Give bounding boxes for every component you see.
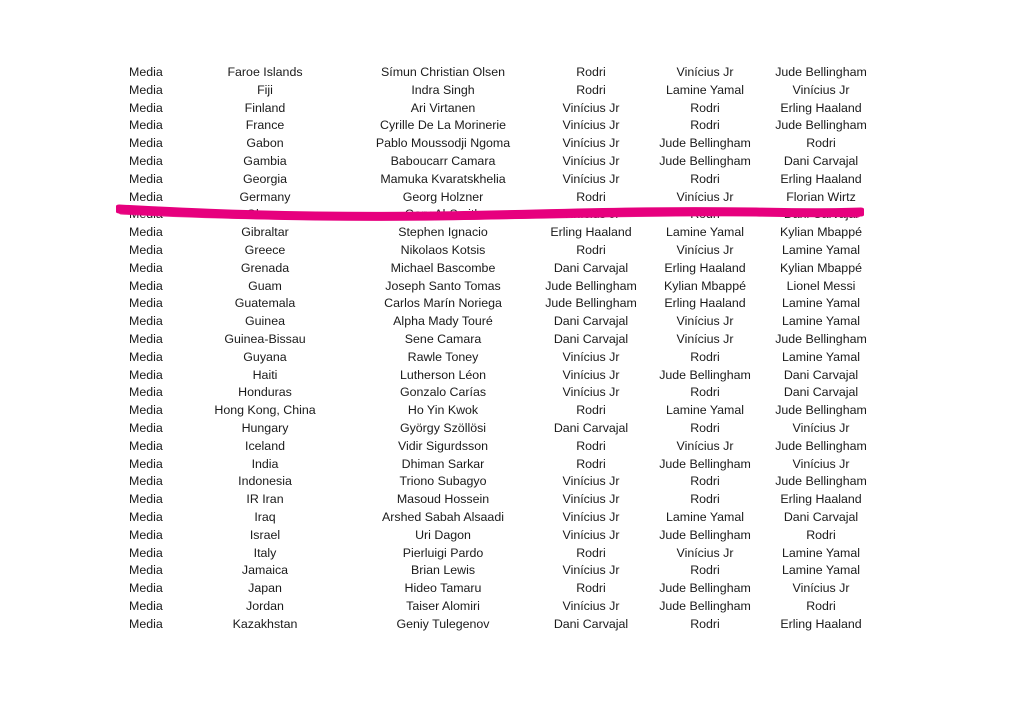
country-cell: Grenada xyxy=(240,260,290,275)
voter-cell: Gary Al-Smith xyxy=(404,207,482,222)
category-cell: Media xyxy=(129,314,163,329)
table-row xyxy=(0,367,1024,385)
first-choice-cell: Vinícius Jr xyxy=(562,207,620,222)
category-cell: Media xyxy=(129,153,163,168)
voter-cell: Alpha Mady Touré xyxy=(393,314,493,329)
table-row xyxy=(0,82,1024,100)
third-choice-cell: Lamine Yamal xyxy=(781,314,861,329)
third-choice-cell: Vinícius Jr xyxy=(792,581,850,596)
voter-cell: Baboucarr Camara xyxy=(390,153,496,168)
category-cell: Media xyxy=(129,225,163,240)
first-choice-cell: Dani Carvajal xyxy=(553,260,629,275)
third-choice-cell: Jude Bellingham xyxy=(775,403,867,418)
second-choice-cell: Rodri xyxy=(690,118,720,133)
voter-cell: Georg Holzner xyxy=(402,189,484,204)
first-choice-cell: Rodri xyxy=(576,82,606,97)
country-cell: Guyana xyxy=(243,349,287,364)
country-cell: Iceland xyxy=(245,438,285,453)
category-cell: Media xyxy=(129,581,163,596)
third-choice-cell: Jude Bellingham xyxy=(775,65,867,79)
first-choice-cell: Rodri xyxy=(576,65,606,79)
third-choice-cell: Dani Carvajal xyxy=(783,509,859,524)
category-cell: Media xyxy=(129,82,163,97)
third-choice-cell: Florian Wirtz xyxy=(786,189,856,204)
first-choice-cell: Vinícius Jr xyxy=(562,349,620,364)
voter-cell: Hideo Tamaru xyxy=(404,581,482,596)
voter-cell: Ari Virtanen xyxy=(410,100,476,115)
country-cell: Gabon xyxy=(246,136,284,151)
voter-cell: Cyrille De La Morinerie xyxy=(379,118,507,133)
table-row xyxy=(0,456,1024,474)
third-choice-cell: Jude Bellingham xyxy=(775,118,867,133)
first-choice-cell: Rodri xyxy=(576,545,606,560)
third-choice-cell: Dani Carvajal xyxy=(783,367,859,382)
table-row xyxy=(0,64,1024,82)
first-choice-cell: Vinícius Jr xyxy=(562,153,620,168)
table-row xyxy=(0,527,1024,545)
country-cell: Indonesia xyxy=(238,474,292,489)
second-choice-cell: Lamine Yamal xyxy=(665,225,745,240)
table-row xyxy=(0,242,1024,260)
country-cell: Guatemala xyxy=(234,296,296,311)
first-choice-cell: Rodri xyxy=(576,189,606,204)
voter-cell: Triono Subagyo xyxy=(399,474,487,489)
third-choice-cell: Jude Bellingham xyxy=(775,474,867,489)
first-choice-cell: Rodri xyxy=(576,438,606,453)
third-choice-cell: Dani Carvajal xyxy=(783,207,859,222)
country-cell: Gambia xyxy=(243,153,287,168)
category-cell: Media xyxy=(129,403,163,418)
country-cell: Iraq xyxy=(254,509,276,524)
voter-cell: Stephen Ignacio xyxy=(398,225,488,240)
table-row xyxy=(0,473,1024,491)
second-choice-cell: Lamine Yamal xyxy=(665,403,745,418)
second-choice-cell: Jude Bellingham xyxy=(659,598,751,613)
voter-cell: Arshed Sabah Alsaadi xyxy=(382,509,504,524)
table-row xyxy=(0,598,1024,616)
table-row xyxy=(0,153,1024,171)
category-cell: Media xyxy=(129,278,163,293)
table-row xyxy=(0,206,1024,224)
second-choice-cell: Vinícius Jr xyxy=(676,331,734,346)
first-choice-cell: Rodri xyxy=(576,581,606,596)
voter-cell: Dhiman Sarkar xyxy=(401,456,485,471)
country-cell: Guinea xyxy=(245,314,285,329)
third-choice-cell: Erling Haaland xyxy=(780,492,862,507)
second-choice-cell: Rodri xyxy=(690,171,720,186)
table-row xyxy=(0,545,1024,563)
country-cell: Ghana xyxy=(246,207,284,222)
category-cell: Media xyxy=(129,598,163,613)
first-choice-cell: Vinícius Jr xyxy=(562,598,620,613)
voter-cell: György Szöllösi xyxy=(399,420,487,435)
voter-cell: Masoud Hossein xyxy=(396,492,490,507)
table-row xyxy=(0,384,1024,402)
table-row xyxy=(0,189,1024,207)
category-cell: Media xyxy=(129,509,163,524)
country-cell: Jordan xyxy=(246,598,284,613)
second-choice-cell: Vinícius Jr xyxy=(676,189,734,204)
first-choice-cell: Vinícius Jr xyxy=(562,563,620,578)
voter-cell: Geniy Tulegenov xyxy=(396,616,490,631)
country-cell: Italy xyxy=(253,545,277,560)
first-choice-cell: Dani Carvajal xyxy=(553,331,629,346)
category-cell: Media xyxy=(129,100,163,115)
first-choice-cell: Rodri xyxy=(576,403,606,418)
country-cell: France xyxy=(245,118,285,133)
voter-cell: Nikolaos Kotsis xyxy=(400,242,486,257)
second-choice-cell: Jude Bellingham xyxy=(659,367,751,382)
second-choice-cell: Vinícius Jr xyxy=(676,242,734,257)
second-choice-cell: Jude Bellingham xyxy=(659,581,751,596)
country-cell: Gibraltar xyxy=(241,225,289,240)
second-choice-cell: Rodri xyxy=(690,420,720,435)
country-cell: Finland xyxy=(244,100,286,115)
second-choice-cell: Jude Bellingham xyxy=(659,527,751,542)
first-choice-cell: Vinícius Jr xyxy=(562,509,620,524)
first-choice-cell: Vinícius Jr xyxy=(562,100,620,115)
category-cell: Media xyxy=(129,189,163,204)
category-cell: Media xyxy=(129,616,163,631)
voter-cell: Taiser Alomiri xyxy=(406,598,480,613)
second-choice-cell: Jude Bellingham xyxy=(659,136,751,151)
country-cell: India xyxy=(251,456,279,471)
second-choice-cell: Kylian Mbappé xyxy=(664,278,746,293)
country-cell: Guam xyxy=(248,278,282,293)
second-choice-cell: Rodri xyxy=(690,492,720,507)
table-row xyxy=(0,313,1024,331)
third-choice-cell: Jude Bellingham xyxy=(775,438,867,453)
first-choice-cell: Vinícius Jr xyxy=(562,492,620,507)
second-choice-cell: Rodri xyxy=(690,616,720,631)
voter-cell: Ho Yin Kwok xyxy=(407,403,479,418)
category-cell: Media xyxy=(129,527,163,542)
first-choice-cell: Dani Carvajal xyxy=(553,616,629,631)
first-choice-cell: Rodri xyxy=(576,242,606,257)
country-cell: Japan xyxy=(248,581,282,596)
voter-cell: Uri Dagon xyxy=(415,527,471,542)
country-cell: Greece xyxy=(244,242,286,257)
table-row xyxy=(0,171,1024,189)
voter-cell: Brian Lewis xyxy=(410,563,476,578)
third-choice-cell: Vinícius Jr xyxy=(792,456,850,471)
table-row xyxy=(0,135,1024,153)
table-row xyxy=(0,224,1024,242)
second-choice-cell: Vinícius Jr xyxy=(676,314,734,329)
third-choice-cell: Vinícius Jr xyxy=(792,420,850,435)
category-cell: Media xyxy=(129,456,163,471)
first-choice-cell: Vinícius Jr xyxy=(562,136,620,151)
category-cell: Media xyxy=(129,420,163,435)
country-cell: Guinea-Bissau xyxy=(224,331,306,346)
first-choice-cell: Jude Bellingham xyxy=(545,278,637,293)
second-choice-cell: Rodri xyxy=(690,385,720,400)
third-choice-cell: Kylian Mbappé xyxy=(780,225,862,240)
table-row xyxy=(0,438,1024,456)
first-choice-cell: Vinícius Jr xyxy=(562,118,620,133)
country-cell: Honduras xyxy=(238,385,292,400)
category-cell: Media xyxy=(129,545,163,560)
second-choice-cell: Erling Haaland xyxy=(664,296,746,311)
second-choice-cell: Erling Haaland xyxy=(664,260,746,275)
country-cell: Hong Kong, China xyxy=(214,403,316,418)
second-choice-cell: Vinícius Jr xyxy=(676,545,734,560)
category-cell: Media xyxy=(129,385,163,400)
voter-cell: Joseph Santo Tomas xyxy=(385,278,501,293)
table-row xyxy=(0,616,1024,634)
country-cell: Kazakhstan xyxy=(232,616,298,631)
voter-cell: Sene Camara xyxy=(404,331,482,346)
third-choice-cell: Rodri xyxy=(806,598,836,613)
second-choice-cell: Rodri xyxy=(690,349,720,364)
country-cell: Faroe Islands xyxy=(227,65,303,79)
voter-cell: Vidir Sigurdsson xyxy=(398,438,488,453)
third-choice-cell: Lamine Yamal xyxy=(781,563,861,578)
third-choice-cell: Erling Haaland xyxy=(780,100,862,115)
category-cell: Media xyxy=(129,171,163,186)
country-cell: IR Iran xyxy=(246,492,284,507)
third-choice-cell: Rodri xyxy=(806,136,836,151)
category-cell: Media xyxy=(129,260,163,275)
third-choice-cell: Jude Bellingham xyxy=(775,331,867,346)
voter-cell: Indra Singh xyxy=(411,82,475,97)
second-choice-cell: Vinícius Jr xyxy=(676,438,734,453)
third-choice-cell: Lamine Yamal xyxy=(781,349,861,364)
category-cell: Media xyxy=(129,474,163,489)
third-choice-cell: Rodri xyxy=(806,527,836,542)
table-row xyxy=(0,402,1024,420)
second-choice-cell: Lamine Yamal xyxy=(665,82,745,97)
third-choice-cell: Kylian Mbappé xyxy=(780,260,862,275)
table-row xyxy=(0,491,1024,509)
first-choice-cell: Vinícius Jr xyxy=(562,474,620,489)
table-row xyxy=(0,562,1024,580)
table-row xyxy=(0,580,1024,598)
voter-cell: Michael Bascombe xyxy=(390,260,496,275)
third-choice-cell: Dani Carvajal xyxy=(783,153,859,168)
voter-cell: Pierluigi Pardo xyxy=(402,545,484,560)
category-cell: Media xyxy=(129,136,163,151)
voter-cell: Lutherson Léon xyxy=(399,367,487,382)
first-choice-cell: Vinícius Jr xyxy=(562,367,620,382)
table-row xyxy=(0,295,1024,313)
category-cell: Media xyxy=(129,367,163,382)
country-cell: Haiti xyxy=(252,367,278,382)
country-cell: Germany xyxy=(239,189,291,204)
third-choice-cell: Lionel Messi xyxy=(786,278,856,293)
first-choice-cell: Vinícius Jr xyxy=(562,171,620,186)
third-choice-cell: Lamine Yamal xyxy=(781,242,861,257)
first-choice-cell: Rodri xyxy=(576,456,606,471)
third-choice-cell: Lamine Yamal xyxy=(781,296,861,311)
category-cell: Media xyxy=(129,438,163,453)
third-choice-cell: Erling Haaland xyxy=(780,616,862,631)
voter-cell: Mamuka Kvaratskhelia xyxy=(380,171,506,186)
second-choice-cell: Vinícius Jr xyxy=(676,65,734,79)
first-choice-cell: Dani Carvajal xyxy=(553,420,629,435)
voter-cell: Carlos Marín Noriega xyxy=(384,296,502,311)
country-cell: Fiji xyxy=(257,82,273,97)
first-choice-cell: Dani Carvajal xyxy=(553,314,629,329)
country-cell: Georgia xyxy=(242,171,288,186)
category-cell: Media xyxy=(129,65,163,79)
voter-cell: Gonzalo Carías xyxy=(399,385,487,400)
second-choice-cell: Rodri xyxy=(690,207,720,222)
first-choice-cell: Vinícius Jr xyxy=(562,385,620,400)
table-row xyxy=(0,117,1024,135)
category-cell: Media xyxy=(129,349,163,364)
category-cell: Media xyxy=(129,563,163,578)
third-choice-cell: Vinícius Jr xyxy=(792,82,850,97)
table-row xyxy=(0,278,1024,296)
table-row xyxy=(0,420,1024,438)
category-cell: Media xyxy=(129,242,163,257)
second-choice-cell: Jude Bellingham xyxy=(659,456,751,471)
country-cell: Jamaica xyxy=(241,563,289,578)
voter-cell: Rawle Toney xyxy=(407,349,479,364)
first-choice-cell: Jude Bellingham xyxy=(545,296,637,311)
second-choice-cell: Rodri xyxy=(690,100,720,115)
category-cell: Media xyxy=(129,331,163,346)
third-choice-cell: Lamine Yamal xyxy=(781,545,861,560)
voter-cell: Símun Christian Olsen xyxy=(381,65,505,79)
country-cell: Israel xyxy=(249,527,281,542)
second-choice-cell: Rodri xyxy=(690,474,720,489)
voter-cell: Pablo Moussodji Ngoma xyxy=(375,136,511,151)
category-cell: Media xyxy=(129,492,163,507)
table-row xyxy=(0,349,1024,367)
first-choice-cell: Vinícius Jr xyxy=(562,527,620,542)
vote-table xyxy=(0,64,1024,634)
third-choice-cell: Erling Haaland xyxy=(780,171,862,186)
third-choice-cell: Dani Carvajal xyxy=(783,385,859,400)
table-row xyxy=(0,509,1024,527)
country-cell: Hungary xyxy=(241,420,289,435)
second-choice-cell: Jude Bellingham xyxy=(659,153,751,168)
table-row xyxy=(0,100,1024,118)
first-choice-cell: Erling Haaland xyxy=(550,225,632,240)
category-cell: Media xyxy=(129,118,163,133)
second-choice-cell: Lamine Yamal xyxy=(665,509,745,524)
table-row xyxy=(0,331,1024,349)
category-cell: Media xyxy=(129,296,163,311)
category-cell: Media xyxy=(129,207,163,222)
table-row xyxy=(0,260,1024,278)
second-choice-cell: Rodri xyxy=(690,563,720,578)
